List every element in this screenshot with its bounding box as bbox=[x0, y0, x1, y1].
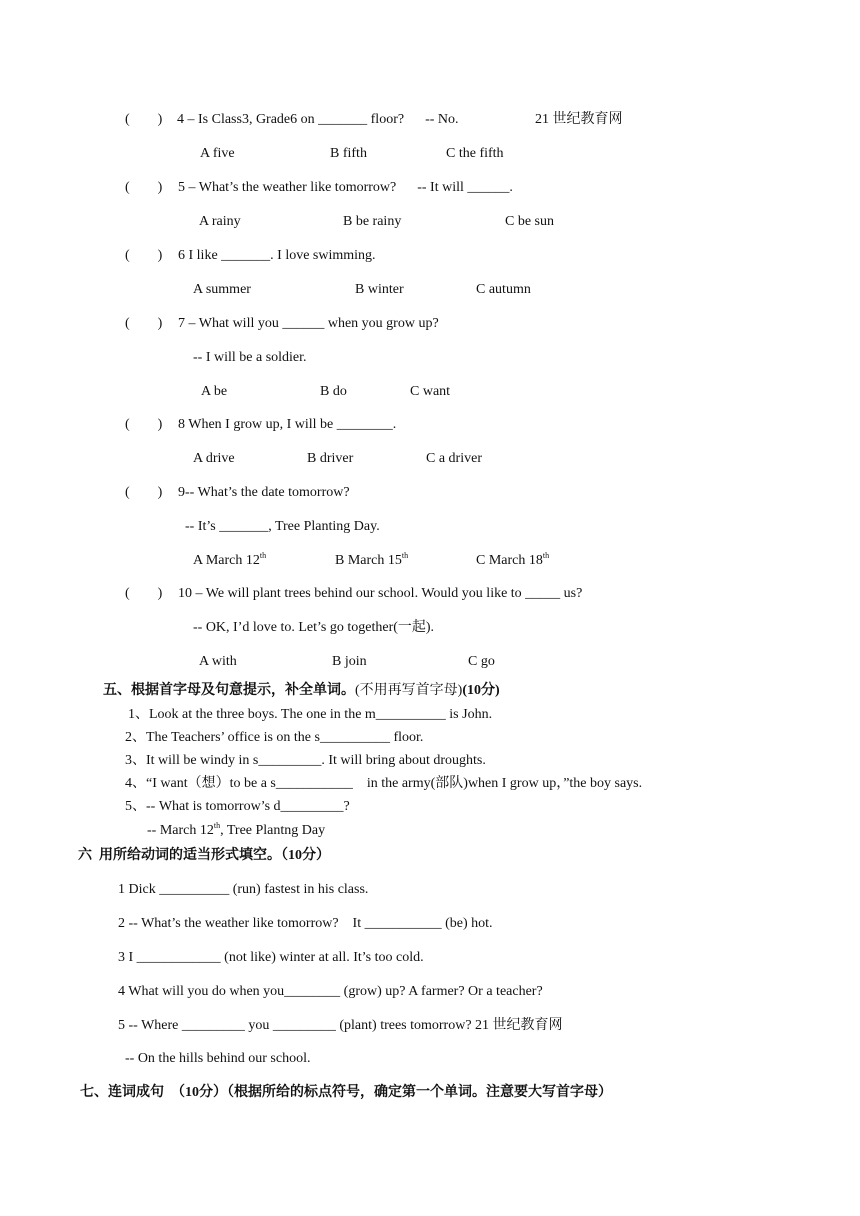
q9-dialog-answer: -- It’s _______, Tree Planting Day. bbox=[185, 519, 380, 534]
section5-item-4: 4、“I want（想）to be a s___________ in the army(部队)when I grow up，”the boy says. bbox=[125, 776, 643, 791]
q10-dialog-answer: -- OK, I’d love to. Let’s go together(一起). bbox=[193, 620, 435, 635]
section5-item-2: 2、The Teachers’ office is on the s__________ floor. bbox=[125, 730, 424, 745]
q6-option-a: A summer bbox=[193, 282, 251, 297]
section7-heading: 七、连词成句 （10分）（根据所给的标点符号，确定第一个单词。注意要大写首字母） bbox=[80, 1085, 612, 1100]
q8-option-b: B driver bbox=[307, 451, 354, 466]
q5-question: 5 – What’s the weather like tomorrow? -- It will ______. bbox=[178, 180, 513, 195]
q10-question: 10 – We will plant trees behind our school. Would you like to _____ us? bbox=[178, 586, 583, 601]
q7-option-a: A be bbox=[201, 384, 228, 399]
q4-option-c: C the fifth bbox=[446, 146, 504, 161]
q9-option-c: C March 18th bbox=[476, 551, 550, 568]
q7-dialog-answer: -- I will be a soldier. bbox=[193, 350, 307, 365]
q10-option-b: B join bbox=[332, 654, 367, 669]
q6-option-c: C autumn bbox=[476, 282, 531, 297]
section6-item-2: 2 -- What’s the weather like tomorrow? It ___________ (be) hot. bbox=[118, 916, 493, 931]
q4-question: 4 – Is Class3, Grade6 on _______ floor? -- No. bbox=[177, 112, 459, 127]
section6-item-5: 5 -- Where _________ you _________ (plant) trees tomorrow? 21 世纪教育网 bbox=[118, 1018, 563, 1033]
q8-question: 8 When I grow up, I will be ________. bbox=[178, 417, 397, 432]
section6-item-3: 3 I ____________ (not like) winter at all. It’s too cold. bbox=[118, 950, 424, 965]
q4-option-b: B fifth bbox=[330, 146, 367, 161]
q7-answer-paren[interactable]: ( ) bbox=[125, 316, 163, 331]
q7-option-b: B do bbox=[320, 384, 347, 399]
q5-option-c: C be sun bbox=[505, 214, 554, 229]
section6-item-1: 1 Dick __________ (run) fastest in his class. bbox=[118, 882, 369, 897]
section6-item-4: 4 What will you do when you________ (grow) up? A farmer? Or a teacher? bbox=[118, 984, 543, 999]
section5-item-1: 1、Look at the three boys. The one in the m__________ is John. bbox=[128, 707, 493, 722]
q9-option-a: A March 12th bbox=[193, 551, 267, 568]
q6-question: 6 I like _______. I love swimming. bbox=[178, 248, 376, 263]
q9-question: 9-- What’s the date tomorrow? bbox=[178, 485, 350, 500]
q7-question: 7 – What will you ______ when you grow up? bbox=[178, 316, 439, 331]
q4-watermark: 21 世纪教育网 bbox=[535, 112, 623, 127]
q9-option-b: B March 15th bbox=[335, 551, 409, 568]
q4-option-a: A five bbox=[200, 146, 235, 161]
q9-answer-paren[interactable]: ( ) bbox=[125, 485, 163, 500]
q8-option-a: A drive bbox=[193, 451, 235, 466]
section6-item-5-answer: -- On the hills behind our school. bbox=[125, 1051, 311, 1066]
q5-option-a: A rainy bbox=[199, 214, 241, 229]
q10-option-c: C go bbox=[468, 654, 495, 669]
q7-option-c: C want bbox=[410, 384, 451, 399]
q6-option-b: B winter bbox=[355, 282, 404, 297]
section5-heading: 五、根据首字母及句意提示，补全单词。(不用再写首字母)(10分) bbox=[103, 683, 500, 698]
section5-item-3: 3、It will be windy in s_________. It will bring about droughts. bbox=[125, 753, 486, 768]
section5-item-5-answer: -- March 12th, Tree Plantng Day bbox=[147, 821, 326, 838]
q10-option-a: A with bbox=[199, 654, 237, 669]
q4-answer-paren[interactable]: ( ) bbox=[125, 112, 163, 127]
q10-answer-paren[interactable]: ( ) bbox=[125, 586, 163, 601]
q5-answer-paren[interactable]: ( ) bbox=[125, 180, 163, 195]
q5-option-b: B be rainy bbox=[343, 214, 402, 229]
q6-answer-paren[interactable]: ( ) bbox=[125, 248, 163, 263]
section5-item-5: 5、-- What is tomorrow’s d_________? bbox=[125, 799, 350, 814]
section6-heading: 六 用所给动词的适当形式填空。（10分） bbox=[78, 848, 330, 863]
q8-answer-paren[interactable]: ( ) bbox=[125, 417, 163, 432]
q8-option-c: C a driver bbox=[426, 451, 482, 466]
